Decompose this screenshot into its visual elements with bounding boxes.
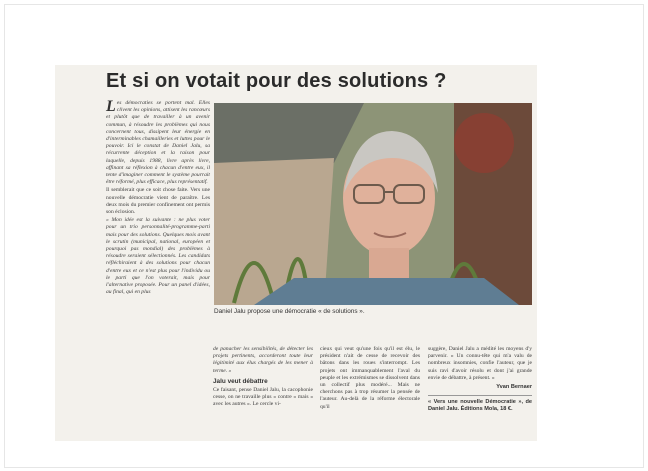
drop-cap: L xyxy=(106,98,116,115)
paragraph: Ce faisant, pense Daniel Jalu, la cacophonie cesse, on ne travaille plus « contre » mais « avec les autres ». Le cercle vi- xyxy=(213,387,313,408)
paragraph-text: es démocraties se portent mal. Elles clivent les opinions, attisent les rancœurs et plutôt que de travailler à un avenir commun, à résoudre les problèmes qui nous concernent tous, dissipent leur énergie en d'interminables chamailleries et luttes pour le pouvoir. Ici le constat de Daniel Jalu, sa récurrente déception et la raison pour laquelle, depuis 1988, livre après livre, affinant sa réflexion à chacun d'entre eux, il tente d'imaginer comment le système pourrait être réformé, plus efficace, plus représentatif. xyxy=(106,100,210,186)
article-headline: Et si on votait pour des solutions ? xyxy=(106,70,447,92)
paragraph xyxy=(106,100,210,186)
photo-caption: Daniel Jalu propose une démocratie « de solutions ». xyxy=(214,308,365,315)
author-signature: Yvan Bernaer xyxy=(496,384,532,391)
divider xyxy=(428,395,532,396)
article-column-4 xyxy=(428,346,532,413)
article-column-2 xyxy=(213,346,313,410)
paragraph: de panacher les sensibilités, de détecter les projets pertinents, accorderont toute leur légitimité aux élus chargés de les mener à terme. » xyxy=(213,346,313,374)
book-reference: « Vers une nouvelle Démocratie », de Daniel Jalu. Éditions Mola, 18 €. xyxy=(428,399,532,413)
paragraph: Il semblerait que ce soit chose faite. Vers une nouvelle démocratie vient de paraître. Les deux mois du premier confinement ont permis son éclosion. xyxy=(106,187,210,216)
article-column-3 xyxy=(320,346,420,412)
paragraph: suggère, Daniel Jalu a médité les moyens d'y parvenir. « Un connu-tête qui m'a valu de nombreux insomnies, confie l'auteur, que je suis ravi d'avoir résolu et dont j'ai grande envie de débattre, à présent. » xyxy=(428,346,532,381)
paragraph: « Mon idée est la suivante : ne plus voter pour un trio personnalité-programme-parti mais pour des solutions. Quelques mois avant le scrutin (municipal, national, européen et pourquoi pas mondial) des problèmes à résoudre seraient sélectionnés. Les candidats réfléchiraient à des solutions pour chacun d'entre eux et ce n'est plus pour l'individu ou le parti que l'on voterait, mais pour l'alternative proposée. Pour un panel d'idées, au final, qui en plus xyxy=(106,217,210,296)
subheading: Jalu veut débattre xyxy=(213,377,268,385)
portrait-illustration xyxy=(214,103,532,305)
article-column-1 xyxy=(106,100,210,438)
paragraph: cieux qui veut qu'une fois qu'il est élu, le président n'ait de cesse de recevoir des bâtons dans les roues s'interrompt. Les projets ont immanquablement l'aval du peuple et les extrémismes se dissolvent dans un collectif plus modéré... Mais ne cherchons pas à trop résumer la pensée de l'auteur. Au-delà de la réforme électorale qu'il xyxy=(320,346,420,410)
portrait-photo xyxy=(214,103,532,305)
